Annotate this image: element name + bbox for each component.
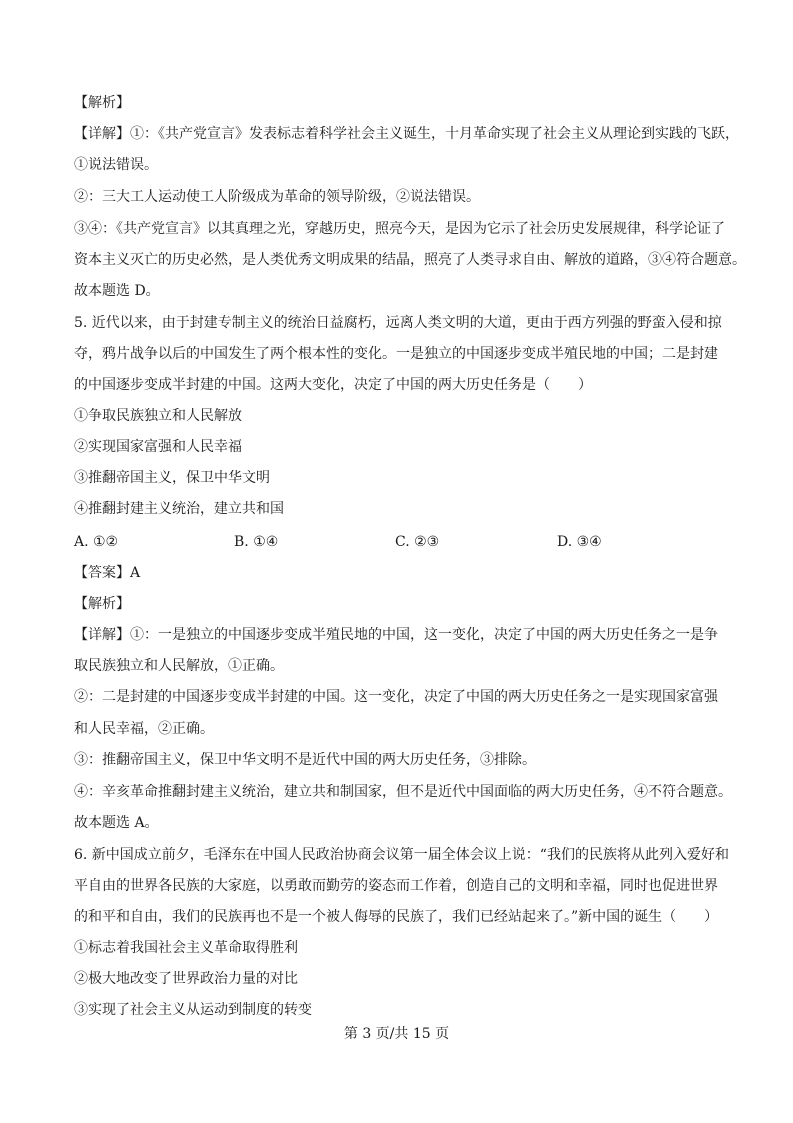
answer-label: 【答案】A [74,565,141,581]
explanation-line: 故本题选 D。 [74,283,160,299]
question-stem-line: 的中国逐步变成半封建的中国。这两大变化，决定了中国的两大历史任务是（ ） [74,377,592,393]
explanation-line: ①说法错误。 [74,157,158,173]
explanation-line: ③④：《共产党宣言》以其真理之光，穿越历史，照亮今天，是因为它示了社会历史发展规律，科学论证了 [74,221,725,237]
analysis-label: 【解析】 [74,95,130,111]
option-d: D. ③④ [557,534,602,550]
option-c: C. ②③ [395,534,440,550]
explanation-line: 取民族独立和人民解放，①正确。 [74,658,284,674]
explanation-line: 【详解】①：一是独立的中国逐步变成半殖民地的中国，这一变化，决定了中国的两大历史任务之一是争 [74,627,718,643]
question-item: ①标志着我国社会主义革命取得胜利 [74,940,298,956]
question-item: ①争取民族独立和人民解放 [74,408,242,424]
question-item: ②极大地改变了世界政治力量的对比 [74,971,298,987]
question-stem-line: 平自由的世界各民族的大家庭，以勇敢而勤劳的姿态而工作着，创造自己的文明和幸福，同时也促进世界 [74,878,718,894]
page-number: 第 3 页/共 15 页 [343,1026,450,1042]
explanation-line: ③：推翻帝国主义，保卫中华文明不是近代中国的两大历史任务，③排除。 [74,752,536,768]
question-stem-line: 夺，鸦片战争以后的中国发生了两个根本性的变化。一是独立的中国逐步变成半殖民地的中国；二是封建 [74,346,718,362]
explanation-line: 故本题选 A。 [74,815,159,831]
explanation-line: 【详解】①：《共产党宣言》发表标志着科学社会主义诞生，十月革命实现了社会主义从理论到实践的飞跃， [74,126,739,142]
question-item: ③推翻帝国主义，保卫中华文明 [74,470,270,486]
analysis-label: 【解析】 [74,596,130,612]
option-a: A. ①② [74,534,119,550]
question-item: ④推翻封建主义统治，建立共和国 [74,501,284,517]
explanation-line: ②：三大工人运动使工人阶级成为革命的领导阶级，②说法错误。 [74,189,480,205]
question-item: ③实现了社会主义从运动到制度的转变 [74,1002,312,1018]
explanation-line: 和人民幸福，②正确。 [74,721,214,737]
question-item: ②实现国家富强和人民幸福 [74,439,242,455]
question-stem-line: 的和平和自由，我们的民族再也不是一个被人侮辱的民族了，我们已经站起来了。”新中国的诞生（ ） [74,909,719,925]
explanation-line: ②：二是封建的中国逐步变成半封建的中国。这一变化，决定了中国的两大历史任务之一是实现国家富强 [74,689,718,705]
option-b: B. ①④ [234,534,279,550]
question-stem-line: 6. 新中国成立前夕，毛泽东在中国人民政治协商会议第一届全体会议上说：“我们的民族将从此列入爱好和 [74,847,729,863]
explanation-line: ④：辛亥革命推翻封建主义统治，建立共和制国家，但不是近代中国面临的两大历史任务，④不符合题意。 [74,784,732,800]
explanation-line: 资本主义灭亡的历史必然，是人类优秀文明成果的结晶，照亮了人类寻求自由、解放的道路，③④符合题意。 [74,252,746,268]
question-stem-line: 5. 近代以来，由于封建专制主义的统治日益腐朽，远离人类文明的大道，更由于西方列强的野蛮入侵和掠 [74,315,722,331]
